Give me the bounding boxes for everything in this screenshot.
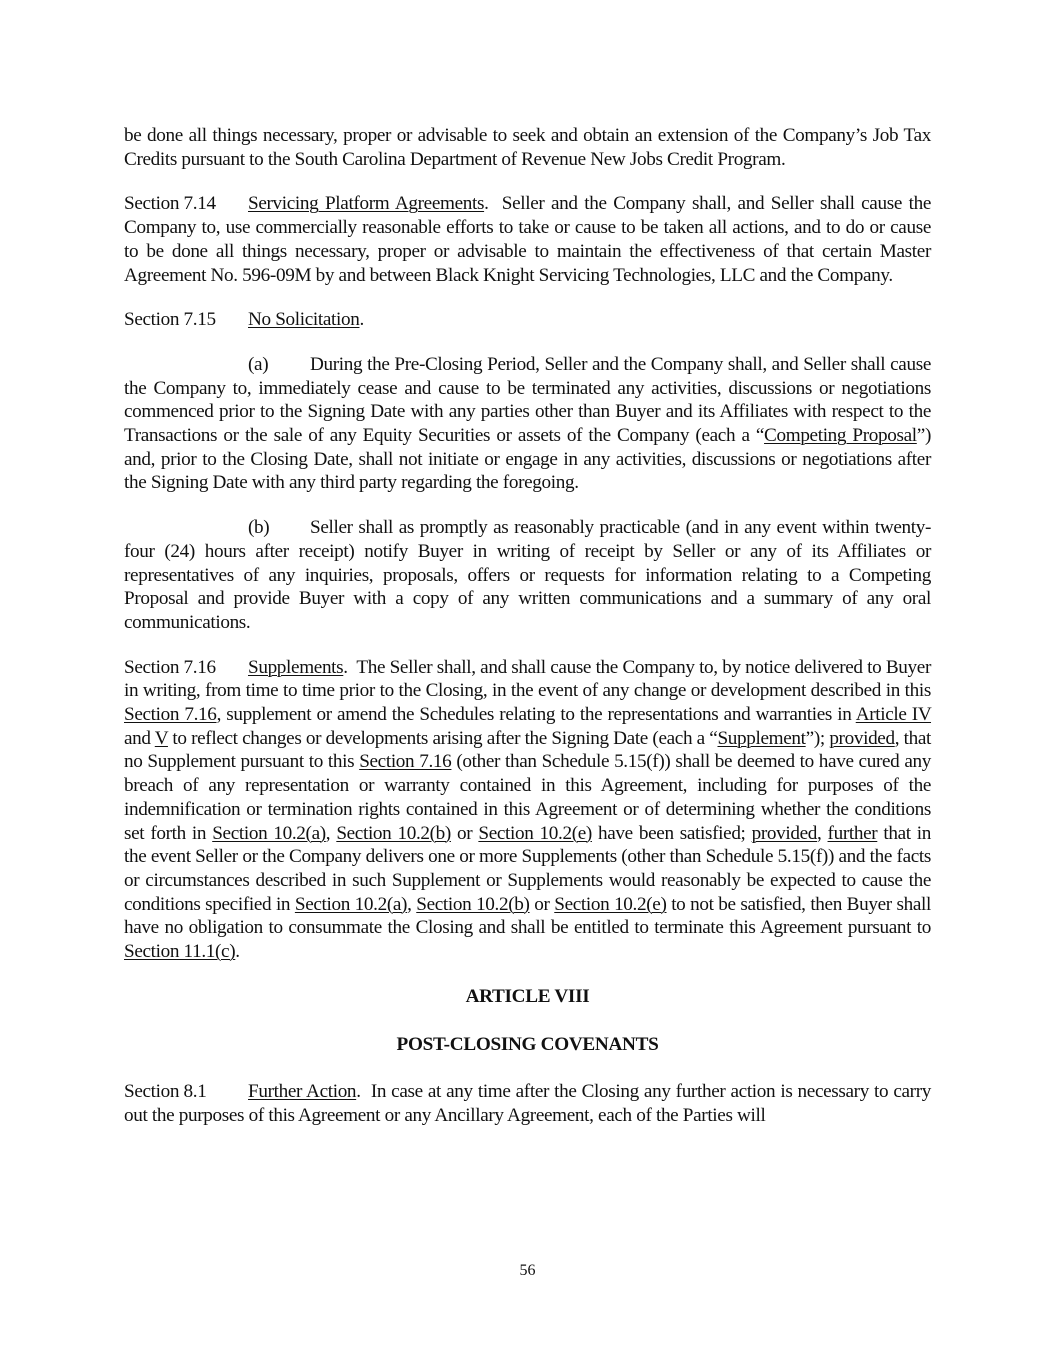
proviso-further: further xyxy=(827,822,878,844)
title-suffix: . xyxy=(343,656,348,678)
text: , xyxy=(817,822,828,844)
section-number: Section 7.14 xyxy=(124,193,216,215)
cross-ref-section-11-1-c: Section 11.1(c) xyxy=(124,941,236,963)
cross-ref-article-v: V xyxy=(154,727,168,749)
proviso-provided: provided xyxy=(751,822,818,844)
section-number: Section 7.15 xyxy=(124,309,216,331)
cross-ref-section-10-2-b: Section 10.2(b) xyxy=(336,822,451,844)
document-page xyxy=(124,124,931,1149)
clause-label: (a) xyxy=(248,353,269,375)
cross-ref-article-iv: Article IV xyxy=(855,704,932,726)
section-title: No Solicitation xyxy=(248,309,360,331)
title-suffix: . xyxy=(356,1081,361,1103)
clause-text: During the Pre-Closing Period, Seller and the Company shall, and Seller shall cause the Company to, immediately cease and cause to be terminated any activities, discussions or negotiations commenced prior to the Signing Date with any parties other than Buyer and its Affiliates with respect to the Transactions or the sale of any Equity Securities or assets of the Company (each a “ xyxy=(124,353,931,447)
text: have been satisfied; xyxy=(591,822,752,844)
intro-paragraph: be done all things necessary, proper or advisable to seek and obtain an extension of the Company’s Job Tax Credits pursuant to the South Carolina Department of Revenue New Jobs Credit Program. xyxy=(124,125,931,170)
text: and xyxy=(124,727,155,749)
text: ”); xyxy=(805,727,830,749)
text: . xyxy=(235,941,240,963)
section-number: Section 7.16 xyxy=(124,656,216,678)
text: (other than Schedule 5.15(f)) shall be deemed to have cured any breach of any representation or warranty contained in this Agreement, including for purposes of the indemnification or termination rights contained in this Agreement or of determining whether the conditions set forth in xyxy=(124,751,932,844)
article-heading: ARTICLE VIII xyxy=(465,985,590,1007)
section-8-1 xyxy=(124,1080,931,1127)
text: The Seller shall, and shall cause the Company to, by notice delivered to Buyer in writing, from time to time prior to the Closing, in the event of any change or development described in this xyxy=(124,656,931,702)
text: that in the event Seller or the Company delivers one or more Supplements (other than Schedule 5.15(f)) and the facts or circumstances described in such Supplement or Supplements would reasonably be expected to cause the conditions specified in xyxy=(124,822,932,915)
proviso-provided: provided xyxy=(829,727,895,749)
cross-ref-section-10-2-a: Section 10.2(a) xyxy=(212,822,326,844)
clause-label: (b) xyxy=(248,517,270,539)
section-7-15-clause-a xyxy=(124,353,931,495)
section-body: In case at any time after the Closing any further action is necessary to carry out the purposes of this Agreement or any Ancillary Agreement, each of the Parties will xyxy=(124,1081,931,1126)
clause-text: ”) and, prior to the Closing Date, shall not initiate or engage in any activities, discussions or negotiations after the Signing Date with any third party regarding the foregoing. xyxy=(124,425,931,494)
section-body: Seller and the Company shall, and Seller shall cause the Company to, use commercially reasonable efforts to take or cause to be taken all actions, and to do or cause to be done all things necessary, proper or advisable to maintain the effectiveness of that certain Master Agreement No. 596-09M by and between Black Knight Servicing Technologies, LLC and the Company. xyxy=(124,193,931,286)
section-7-15-clause-b xyxy=(124,516,931,635)
cross-ref-section-7-16: Section 7.16 xyxy=(124,704,217,726)
text: , supplement or amend the Schedules relating to the representations and warranties in xyxy=(216,704,856,726)
clause-text: Seller shall as promptly as reasonably practicable (and in any event within twenty-four (24) hours after receipt) notify Buyer in writing of receipt by Seller or any of its Affiliates or representatives of any inquiries, proposals, offers or requests for information relating to a Competing Proposal and provide Buyer with a copy of any written communications and a summary of any oral communications. xyxy=(124,517,931,633)
defined-term-supplement: Supplement xyxy=(717,727,806,749)
defined-term-competing-proposal: Competing Proposal xyxy=(764,425,917,447)
title-suffix: . xyxy=(484,193,489,215)
section-7-15-heading xyxy=(124,308,931,332)
section-title: Further Action xyxy=(248,1081,357,1103)
text: to reflect changes or developments arising after the Signing Date (each a “ xyxy=(167,727,718,749)
text: or xyxy=(450,822,479,844)
cross-ref-section-10-2-e: Section 10.2(e) xyxy=(478,822,592,844)
text: , that no Supplement pursuant to this xyxy=(124,727,931,773)
cross-ref-section-7-16: Section 7.16 xyxy=(359,751,452,773)
cross-ref-section-10-2-e: Section 10.2(e) xyxy=(554,893,667,915)
title-suffix: . xyxy=(359,309,364,331)
text: , xyxy=(407,893,417,915)
section-title: Supplements xyxy=(248,656,344,678)
text: , xyxy=(325,822,337,844)
section-number: Section 8.1 xyxy=(124,1081,207,1103)
page-number: 56 xyxy=(519,1262,536,1279)
article-subheading: POST-CLOSING COVENANTS xyxy=(396,1033,659,1055)
text: or xyxy=(529,893,555,915)
section-7-14 xyxy=(124,192,931,287)
section-7-16 xyxy=(124,656,931,964)
text: to not be satisfied, then Buyer shall have no obligation to consummate the Closing and shall be entitled to terminate this Agreement pursuant to xyxy=(124,893,931,939)
cross-ref-section-10-2-b: Section 10.2(b) xyxy=(416,893,530,915)
cross-ref-section-10-2-a: Section 10.2(a) xyxy=(294,893,408,915)
section-title: Servicing Platform Agreements xyxy=(248,193,485,215)
